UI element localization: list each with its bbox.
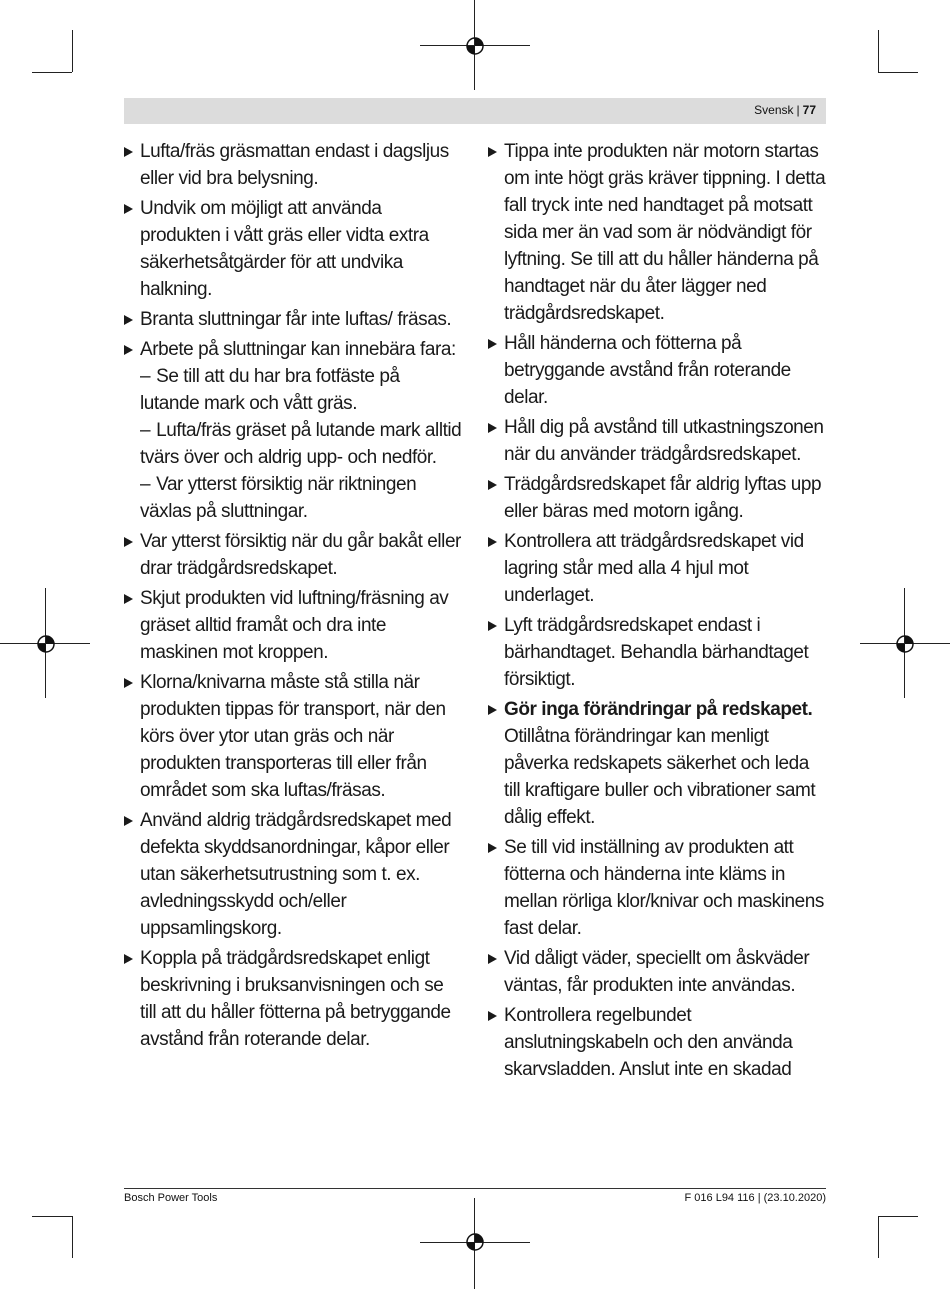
footer-doc-id: F 016 L94 116 | (23.10.2020)	[684, 1192, 826, 1204]
sub-item	[140, 417, 462, 471]
safety-item-text: Vid dåligt väder, speciellt om åskväder väntas, får produkten inte användas.	[504, 948, 810, 996]
bullet-triangle-icon	[488, 1011, 497, 1021]
crop-mark	[878, 1216, 879, 1258]
bullet-triangle-icon	[488, 705, 497, 715]
safety-item-text: Skjut produkten vid luftning/fräsning av gräset alltid framåt och dra inte maskinen mot kroppen.	[140, 588, 449, 663]
safety-item-text: Klorna/knivarna måste stå stilla när produkten tippas för transport, när den körs över ytor utan gräs och när produkten transporteras till eller från området som ska luftas/fräsas.	[140, 672, 446, 801]
safety-item	[488, 834, 826, 942]
safety-item	[488, 528, 826, 609]
safety-item-text: Lufta/fräs gräsmattan endast i dagsljus eller vid bra belysning.	[140, 141, 449, 189]
safety-item-text: Arbete på sluttningar kan innebära fara:	[140, 339, 456, 360]
sub-item-text: Var ytterst försiktig när riktningen växlas på sluttningar.	[140, 474, 417, 522]
safety-item-text: Håll dig på avstånd till utkastningszonen när du använder trädgårdsredskapet.	[504, 417, 824, 465]
footer-rule	[124, 1188, 826, 1189]
safety-item	[124, 306, 462, 333]
safety-item-text: Otillåtna förändringar kan menligt påverka redskapets säkerhet och leda till kraftigare buller och vibrationer samt dålig effekt.	[504, 726, 816, 828]
safety-item	[488, 138, 826, 327]
safety-item-text: Undvik om möjligt att använda produkten i vått gräs eller vidta extra säkerhetsåtgärder för att undvika halkning.	[140, 198, 429, 300]
safety-item-text: Håll händerna och fötterna på betryggande avstånd från roterande delar.	[504, 333, 791, 408]
safety-item-text: Se till vid inställning av produkten att fötterna och händerna inte kläms in mellan rörliga klor/knivar och maskinens fast delar.	[504, 837, 824, 939]
safety-item-text: Tippa inte produkten när motorn startas om inte högt gräs kräver tippning. I detta fall tryck inte ned handtaget på motsatt sida mer än vad som är nödvändigt för lyftning. Se till att du håller händerna på handtaget när du åter lägger ned trädgårdsredskapet.	[504, 141, 826, 324]
bullet-triangle-icon	[488, 843, 497, 853]
safety-item	[488, 471, 826, 525]
crop-mark	[878, 72, 918, 73]
header-language: Svensk	[754, 103, 794, 117]
safety-item-text: Använd aldrig trädgårdsredskapet med defekta skyddsanordningar, kåpor eller utan säkerhetsutrustning som t. ex. avledningsskydd och/eller uppsamlingskorg.	[140, 810, 452, 939]
safety-item	[488, 330, 826, 411]
safety-item-text: Lyft trädgårdsredskapet endast i bärhandtaget. Behandla bärhandtaget försiktigt.	[504, 615, 809, 690]
bullet-triangle-icon	[488, 537, 497, 547]
crop-mark	[878, 30, 879, 72]
safety-item-text: Kontrollera att trädgårdsredskapet vid lagring står med alla 4 hjul mot underlaget.	[504, 531, 804, 606]
crop-mark	[878, 1216, 918, 1217]
footer-brand: Bosch Power Tools	[124, 1192, 218, 1204]
page-number: 77	[802, 103, 816, 117]
sub-item	[140, 471, 462, 525]
safety-item	[124, 945, 462, 1053]
bullet-triangle-icon	[488, 423, 497, 433]
sub-item-dash: –	[140, 474, 151, 495]
bullet-triangle-icon	[124, 954, 133, 964]
bullet-triangle-icon	[124, 315, 133, 325]
bullet-triangle-icon	[124, 345, 133, 355]
safety-item-text: Var ytterst försiktig när du går bakåt eller drar trädgårdsredskapet.	[140, 531, 461, 579]
safety-item	[124, 528, 462, 582]
safety-item	[124, 195, 462, 303]
safety-item-text: Trädgårdsredskapet får aldrig lyftas upp eller bäras med motorn igång.	[504, 474, 822, 522]
bullet-triangle-icon	[124, 594, 133, 604]
crop-mark	[72, 1216, 73, 1258]
bullet-triangle-icon	[488, 954, 497, 964]
right-column	[488, 138, 826, 1086]
safety-item	[488, 945, 826, 999]
safety-item	[488, 612, 826, 693]
bullet-triangle-icon	[488, 621, 497, 631]
safety-item	[124, 138, 462, 192]
sub-item-text: Lufta/fräs gräset på lutande mark alltid tvärs över och aldrig upp- och nedför.	[140, 420, 462, 468]
bullet-triangle-icon	[124, 204, 133, 214]
sub-item-dash: –	[140, 420, 151, 441]
registration-target-icon	[465, 1232, 485, 1252]
bullet-triangle-icon	[124, 147, 133, 157]
registration-target-icon	[895, 634, 915, 654]
safety-item-text: Branta sluttningar får inte luftas/ fräsas.	[140, 309, 452, 330]
safety-item	[488, 414, 826, 468]
bullet-triangle-icon	[124, 816, 133, 826]
bullet-triangle-icon	[488, 147, 497, 157]
safety-item	[124, 807, 462, 942]
page-header	[124, 98, 826, 124]
left-column	[124, 138, 462, 1056]
crop-mark	[32, 72, 72, 73]
crop-mark	[32, 1216, 72, 1217]
safety-item	[124, 585, 462, 666]
registration-target-icon	[465, 36, 485, 56]
bullet-triangle-icon	[488, 480, 497, 490]
bullet-triangle-icon	[124, 537, 133, 547]
safety-item-bold-text: Gör inga förändringar på redskapet.	[504, 699, 813, 720]
header-text	[754, 103, 816, 117]
bullet-triangle-icon	[488, 339, 497, 349]
header-separator: |	[796, 103, 800, 117]
bullet-triangle-icon	[124, 678, 133, 688]
safety-item-text: Kontrollera regelbundet anslutningskabeln och den använda skarvsladden. Anslut inte en skadad	[504, 1005, 793, 1080]
registration-target-icon	[36, 634, 56, 654]
sub-item-text: Se till att du har bra fotfäste på lutande mark och vått gräs.	[140, 366, 400, 414]
safety-item	[488, 1002, 826, 1083]
sub-item	[140, 363, 462, 417]
safety-item	[488, 696, 826, 831]
safety-item	[124, 669, 462, 804]
safety-item-text: Koppla på trädgårdsredskapet enligt beskrivning i bruksanvisningen och se till att du håller fötterna på betryggande avstånd från roterande delar.	[140, 948, 451, 1050]
safety-item	[124, 336, 462, 525]
sub-item-dash: –	[140, 366, 151, 387]
crop-mark	[72, 30, 73, 72]
